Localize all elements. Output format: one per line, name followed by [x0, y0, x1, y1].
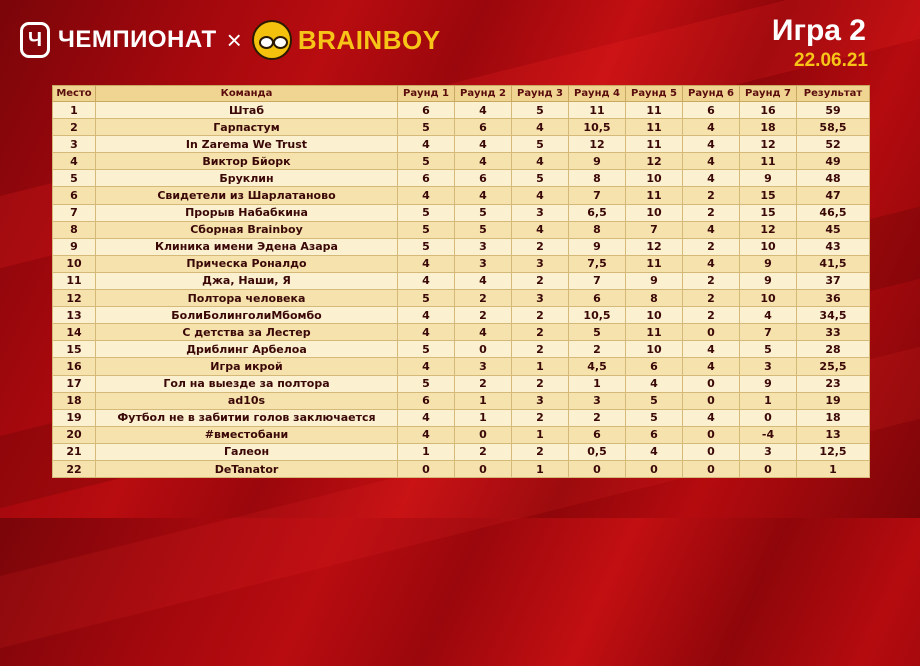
result-cell: 13 [797, 426, 870, 443]
result-cell: 41,5 [797, 255, 870, 272]
round-score-cell: 10,5 [569, 119, 626, 136]
result-cell: 49 [797, 153, 870, 170]
result-cell: 52 [797, 136, 870, 153]
round-score-cell: 0 [398, 460, 455, 477]
round-score-cell: 2 [512, 238, 569, 255]
team-name-cell: Гол на выезде за полтора [96, 375, 398, 392]
round-score-cell: 6 [398, 392, 455, 409]
round-score-cell: 0 [455, 426, 512, 443]
round-score-cell: 5 [398, 238, 455, 255]
round-score-cell: 3 [512, 204, 569, 221]
round-score-cell: 4 [626, 375, 683, 392]
table-row [53, 136, 870, 153]
round-score-cell: 5 [512, 102, 569, 119]
result-cell: 36 [797, 290, 870, 307]
result-cell: 1 [797, 460, 870, 477]
table-row [53, 443, 870, 460]
team-name-cell: Прорыв Набабкина [96, 204, 398, 221]
round-score-cell: 5 [626, 392, 683, 409]
team-name-cell: Гарпастум [96, 119, 398, 136]
place-cell: 18 [53, 392, 96, 409]
result-cell: 18 [797, 409, 870, 426]
column-header: Раунд 5 [626, 86, 683, 102]
round-score-cell: 5 [626, 409, 683, 426]
round-score-cell: 0 [740, 409, 797, 426]
table-row [53, 392, 870, 409]
round-score-cell: 0 [683, 324, 740, 341]
result-cell: 47 [797, 187, 870, 204]
table-row [53, 204, 870, 221]
round-score-cell: 2 [683, 187, 740, 204]
column-header: Раунд 1 [398, 86, 455, 102]
round-score-cell: 4 [683, 358, 740, 375]
round-score-cell: 15 [740, 187, 797, 204]
round-score-cell: 9 [740, 255, 797, 272]
round-score-cell: 7 [569, 187, 626, 204]
round-score-cell: 4 [740, 307, 797, 324]
round-score-cell: 2 [569, 341, 626, 358]
place-cell: 7 [53, 204, 96, 221]
round-score-cell: 4 [398, 255, 455, 272]
table-row [53, 409, 870, 426]
place-cell: 3 [53, 136, 96, 153]
round-score-cell: 4 [398, 307, 455, 324]
result-cell: 33 [797, 324, 870, 341]
round-score-cell: 9 [569, 238, 626, 255]
round-score-cell: 8 [569, 221, 626, 238]
column-header: Раунд 3 [512, 86, 569, 102]
round-score-cell: 12 [740, 221, 797, 238]
team-name-cell: DeTanator [96, 460, 398, 477]
place-cell: 14 [53, 324, 96, 341]
round-score-cell: 4 [512, 187, 569, 204]
place-cell: 19 [53, 409, 96, 426]
round-score-cell: 3 [455, 238, 512, 255]
round-score-cell: 1 [740, 392, 797, 409]
round-score-cell: 5 [512, 170, 569, 187]
round-score-cell: 2 [683, 290, 740, 307]
round-score-cell: 3 [512, 255, 569, 272]
partner-name: ЧЕМПИОНАТ [58, 26, 217, 53]
round-score-cell: 0 [569, 460, 626, 477]
brainboy-mascot-icon [252, 20, 292, 60]
round-score-cell: 9 [740, 170, 797, 187]
round-score-cell: 1 [512, 358, 569, 375]
round-score-cell: 4 [398, 136, 455, 153]
round-score-cell: 7 [740, 324, 797, 341]
round-score-cell: 11 [626, 119, 683, 136]
round-score-cell: 0 [455, 460, 512, 477]
round-score-cell: 3 [740, 443, 797, 460]
result-cell: 45 [797, 221, 870, 238]
round-score-cell: 4 [398, 426, 455, 443]
round-score-cell: 11 [626, 136, 683, 153]
result-cell: 46,5 [797, 204, 870, 221]
round-score-cell: 2 [512, 324, 569, 341]
round-score-cell: 2 [683, 238, 740, 255]
round-score-cell: 4 [398, 409, 455, 426]
round-score-cell: 5 [740, 341, 797, 358]
round-score-cell: 9 [626, 272, 683, 289]
round-score-cell: 5 [398, 153, 455, 170]
table-row [53, 324, 870, 341]
result-cell: 43 [797, 238, 870, 255]
round-score-cell: 0 [455, 341, 512, 358]
round-score-cell: 0 [740, 460, 797, 477]
round-score-cell: 5 [512, 136, 569, 153]
result-cell: 28 [797, 341, 870, 358]
round-score-cell: 2 [683, 272, 740, 289]
round-score-cell: 2 [512, 443, 569, 460]
round-score-cell: 4 [683, 341, 740, 358]
place-cell: 6 [53, 187, 96, 204]
team-name-cell: Сборная Brainboy [96, 221, 398, 238]
round-score-cell: 10 [740, 238, 797, 255]
round-score-cell: 1 [455, 392, 512, 409]
round-score-cell: 11 [626, 324, 683, 341]
team-name-cell: БолиБолинголиМбомбо [96, 307, 398, 324]
round-score-cell: 10 [626, 307, 683, 324]
round-score-cell: 2 [569, 409, 626, 426]
team-name-cell: Игра икрой [96, 358, 398, 375]
round-score-cell: 12 [626, 238, 683, 255]
team-name-cell: Штаб [96, 102, 398, 119]
round-score-cell: 10 [626, 341, 683, 358]
table-row [53, 238, 870, 255]
round-score-cell: 1 [512, 460, 569, 477]
round-score-cell: 0 [626, 460, 683, 477]
round-score-cell: 8 [626, 290, 683, 307]
round-score-cell: 0 [683, 460, 740, 477]
round-score-cell: 4 [455, 187, 512, 204]
round-score-cell: 2 [512, 272, 569, 289]
round-score-cell: 11 [569, 102, 626, 119]
result-cell: 37 [797, 272, 870, 289]
round-score-cell: 12 [740, 136, 797, 153]
place-cell: 10 [53, 255, 96, 272]
round-score-cell: 1 [398, 443, 455, 460]
place-cell: 13 [53, 307, 96, 324]
round-score-cell: 6 [398, 102, 455, 119]
round-score-cell: 0 [683, 375, 740, 392]
column-header: Раунд 6 [683, 86, 740, 102]
round-score-cell: 4 [512, 221, 569, 238]
round-score-cell: 4,5 [569, 358, 626, 375]
table-header-row [53, 86, 870, 102]
team-name-cell: #вместобани [96, 426, 398, 443]
round-score-cell: 10 [626, 204, 683, 221]
team-name-cell: Дриблинг Арбелоа [96, 341, 398, 358]
header-logos [20, 14, 441, 66]
place-cell: 21 [53, 443, 96, 460]
round-score-cell: 11 [740, 153, 797, 170]
table-row [53, 170, 870, 187]
round-score-cell: 2 [512, 341, 569, 358]
place-cell: 8 [53, 221, 96, 238]
place-cell: 17 [53, 375, 96, 392]
column-header: Раунд 7 [740, 86, 797, 102]
round-score-cell: 0 [683, 392, 740, 409]
table-row [53, 460, 870, 477]
round-score-cell: 4 [626, 443, 683, 460]
round-score-cell: 15 [740, 204, 797, 221]
game-title: Игра 2 [771, 14, 866, 47]
round-score-cell: 4 [455, 102, 512, 119]
result-cell: 48 [797, 170, 870, 187]
round-score-cell: 8 [569, 170, 626, 187]
result-cell: 25,5 [797, 358, 870, 375]
round-score-cell: 6 [455, 119, 512, 136]
round-score-cell: 4 [455, 324, 512, 341]
championat-logo-icon: Ч [20, 22, 50, 58]
round-score-cell: 1 [455, 409, 512, 426]
round-score-cell: 5 [455, 204, 512, 221]
table-row [53, 119, 870, 136]
round-score-cell: 3 [569, 392, 626, 409]
round-score-cell: 0 [683, 426, 740, 443]
table-row [53, 272, 870, 289]
place-cell: 2 [53, 119, 96, 136]
separator-icon: × [226, 24, 242, 55]
place-cell: 12 [53, 290, 96, 307]
round-score-cell: 6 [569, 290, 626, 307]
round-score-cell: 11 [626, 102, 683, 119]
column-header: Место [53, 86, 96, 102]
place-cell: 15 [53, 341, 96, 358]
table-row [53, 187, 870, 204]
round-score-cell: 4 [683, 221, 740, 238]
place-cell: 11 [53, 272, 96, 289]
round-score-cell: 3 [512, 290, 569, 307]
place-cell: 4 [53, 153, 96, 170]
round-score-cell: 5 [398, 204, 455, 221]
round-score-cell: 3 [455, 255, 512, 272]
column-header: Раунд 2 [455, 86, 512, 102]
table-row [53, 102, 870, 119]
round-score-cell: 6 [569, 426, 626, 443]
round-score-cell: 4 [455, 272, 512, 289]
round-score-cell: 5 [398, 290, 455, 307]
round-score-cell: 11 [626, 187, 683, 204]
round-score-cell: 5 [398, 221, 455, 238]
team-name-cell: Футбол не в забитии голов заключается [96, 409, 398, 426]
place-cell: 20 [53, 426, 96, 443]
round-score-cell: 4 [683, 119, 740, 136]
round-score-cell: 7 [626, 221, 683, 238]
team-name-cell: С детства за Лестер [96, 324, 398, 341]
round-score-cell: 12 [626, 153, 683, 170]
round-score-cell: 16 [740, 102, 797, 119]
round-score-cell: 4 [398, 358, 455, 375]
result-cell: 34,5 [797, 307, 870, 324]
place-cell: 1 [53, 102, 96, 119]
team-name-cell: Полтора человека [96, 290, 398, 307]
round-score-cell: 2 [455, 307, 512, 324]
round-score-cell: 3 [512, 392, 569, 409]
team-name-cell: Прическа Роналдо [96, 255, 398, 272]
round-score-cell: 4 [398, 187, 455, 204]
round-score-cell: 2 [455, 290, 512, 307]
round-score-cell: 10,5 [569, 307, 626, 324]
table-row [53, 153, 870, 170]
round-score-cell: 12 [569, 136, 626, 153]
round-score-cell: 4 [683, 255, 740, 272]
round-score-cell: 2 [683, 307, 740, 324]
round-score-cell: 7,5 [569, 255, 626, 272]
round-score-cell: 5 [455, 221, 512, 238]
round-score-cell: 6 [626, 358, 683, 375]
round-score-cell: 1 [569, 375, 626, 392]
table-row [53, 341, 870, 358]
place-cell: 9 [53, 238, 96, 255]
round-score-cell: 2 [455, 375, 512, 392]
brand-name: BRAINBOY [297, 24, 441, 55]
team-name-cell: Виктор Бйорк [96, 153, 398, 170]
standings-table [52, 85, 870, 478]
result-cell: 58,5 [797, 119, 870, 136]
round-score-cell: 9 [740, 375, 797, 392]
round-score-cell: 11 [626, 255, 683, 272]
round-score-cell: 4 [398, 272, 455, 289]
team-name-cell: Джа, Наши, Я [96, 272, 398, 289]
table-row [53, 375, 870, 392]
round-score-cell: 2 [512, 409, 569, 426]
table-row [53, 307, 870, 324]
table-row [53, 426, 870, 443]
round-score-cell: 2 [455, 443, 512, 460]
round-score-cell: 4 [683, 409, 740, 426]
result-cell: 23 [797, 375, 870, 392]
team-name-cell: Свидетели из Шарлатаново [96, 187, 398, 204]
team-name-cell: Клиника имени Эдена Азара [96, 238, 398, 255]
round-score-cell: 6 [398, 170, 455, 187]
round-score-cell: 4 [398, 324, 455, 341]
round-score-cell: 6 [683, 102, 740, 119]
round-score-cell: 5 [398, 375, 455, 392]
round-score-cell: 6,5 [569, 204, 626, 221]
round-score-cell: 3 [455, 358, 512, 375]
column-header: Команда [96, 86, 398, 102]
round-score-cell: 4 [683, 153, 740, 170]
round-score-cell: 6 [626, 426, 683, 443]
round-score-cell: 10 [740, 290, 797, 307]
round-score-cell: 0 [683, 443, 740, 460]
result-cell: 59 [797, 102, 870, 119]
column-header: Раунд 4 [569, 86, 626, 102]
result-cell: 19 [797, 392, 870, 409]
table-row [53, 255, 870, 272]
round-score-cell: 9 [740, 272, 797, 289]
round-score-cell: 4 [683, 170, 740, 187]
team-name-cell: Галеон [96, 443, 398, 460]
round-score-cell: 0,5 [569, 443, 626, 460]
place-cell: 22 [53, 460, 96, 477]
round-score-cell: 1 [512, 426, 569, 443]
game-date: 22.06.21 [794, 50, 868, 71]
team-name-cell: In Zarema We Trust [96, 136, 398, 153]
round-score-cell: 2 [512, 307, 569, 324]
team-name-cell: ad10s [96, 392, 398, 409]
place-cell: 16 [53, 358, 96, 375]
table-row [53, 290, 870, 307]
place-cell: 5 [53, 170, 96, 187]
round-score-cell: 10 [626, 170, 683, 187]
table-row [53, 358, 870, 375]
round-score-cell: 4 [455, 153, 512, 170]
column-header: Результат [797, 86, 870, 102]
round-score-cell: 18 [740, 119, 797, 136]
round-score-cell: 5 [398, 119, 455, 136]
round-score-cell: 3 [740, 358, 797, 375]
result-cell: 12,5 [797, 443, 870, 460]
round-score-cell: 2 [683, 204, 740, 221]
team-name-cell: Бруклин [96, 170, 398, 187]
round-score-cell: -4 [740, 426, 797, 443]
round-score-cell: 4 [512, 153, 569, 170]
table-row [53, 221, 870, 238]
round-score-cell: 7 [569, 272, 626, 289]
round-score-cell: 9 [569, 153, 626, 170]
round-score-cell: 4 [683, 136, 740, 153]
round-score-cell: 2 [512, 375, 569, 392]
round-score-cell: 6 [455, 170, 512, 187]
round-score-cell: 4 [512, 119, 569, 136]
round-score-cell: 5 [398, 341, 455, 358]
round-score-cell: 5 [569, 324, 626, 341]
round-score-cell: 4 [455, 136, 512, 153]
